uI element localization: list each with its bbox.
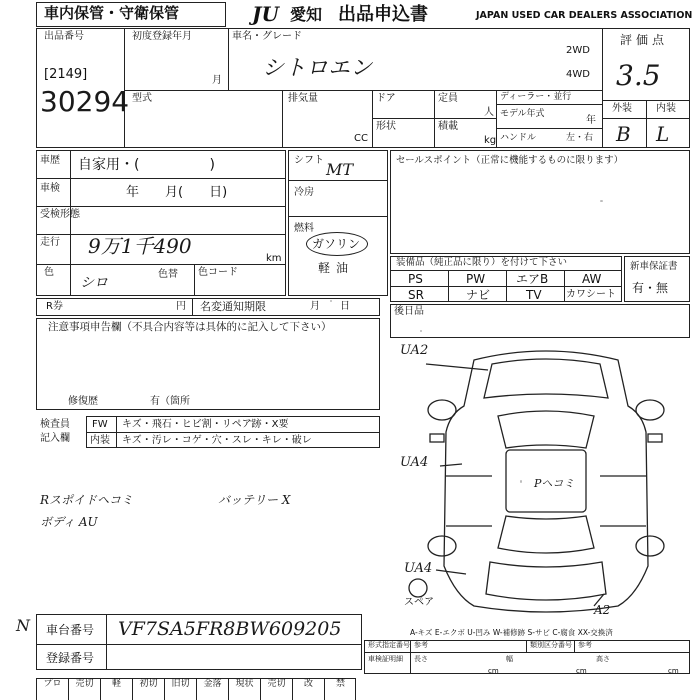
insp-row2-body: キズ・汚レ・コゲ・穴・スレ・キレ・破レ	[122, 435, 312, 446]
equip-seat: カワシート	[566, 289, 616, 300]
month-day: 月 日	[310, 301, 350, 312]
score-label: 評価点	[620, 33, 669, 47]
chassis-label: 車台番号	[46, 623, 95, 637]
accept-label: 受検形態	[40, 209, 80, 220]
length-unit: cm	[488, 667, 499, 675]
door-label: ドア	[376, 93, 396, 104]
dealer-label: ディーラー・並行	[500, 92, 572, 102]
lot-small: [2149]	[44, 67, 88, 82]
roof-mark: Pヘコミ	[534, 477, 575, 490]
color-label: 色	[44, 267, 54, 278]
notes-label: 注意事項申告欄（不具合内容等は具体的に記入して下さい）	[48, 321, 332, 333]
car-name-value: シトロエン	[262, 56, 373, 81]
color-change-label: 色替	[158, 269, 178, 280]
footer-cell: 売切	[260, 678, 292, 700]
insp-row2-head: 内装	[90, 435, 110, 446]
shift-value: MT	[326, 160, 354, 179]
mileage-label: 走行	[40, 237, 60, 248]
equip-navi: ナビ	[466, 288, 491, 302]
ext-value: B	[616, 122, 631, 146]
inspector-label: 検査員	[40, 419, 70, 430]
ac-label: 冷房	[294, 187, 314, 198]
footer-cell: プロ	[36, 678, 68, 700]
footer-cell: 改	[292, 678, 324, 700]
cc-unit: CC	[354, 133, 368, 144]
int-value: L	[656, 122, 670, 146]
handle-label: ハンドル	[500, 133, 537, 143]
first-reg-label: 初度登録年月	[132, 31, 192, 42]
spec-ref: 参考	[414, 641, 428, 649]
repair-value: 有（箇所	[150, 396, 190, 407]
mileage-value: 9万1千490	[88, 234, 192, 258]
dims-label: 車検証明細	[368, 655, 403, 663]
a2-low-mark: A2	[594, 603, 611, 617]
footer-cell: 禁	[324, 678, 356, 700]
yen-unit: 円	[176, 301, 186, 312]
top-grid	[36, 28, 690, 148]
inspection-label: 車検	[40, 183, 60, 194]
insp-row1-head: FW	[92, 419, 108, 430]
km-unit: km	[266, 253, 282, 264]
color-value: シロ	[80, 275, 108, 291]
history-label: 車歴	[40, 155, 60, 166]
model-label: 型式	[132, 93, 152, 104]
equip-tv: TV	[526, 288, 542, 302]
repair-label: 修復歴	[68, 396, 98, 407]
r-label: R券	[46, 301, 63, 312]
kg-unit: kg	[484, 135, 497, 146]
note-1: Rスポイドヘコミ	[40, 493, 134, 507]
int-label: 内装	[656, 103, 676, 114]
sales-point-label: セールスポイント（正常に機能するものに限ります）	[396, 155, 624, 166]
note-2: ボディ AU	[40, 515, 98, 529]
new-car-value: 有・無	[632, 281, 669, 295]
first-reg-month: 月	[212, 75, 222, 86]
damage-legend: A-キズ E-エクボ U-凹み W-補修跡 S-サビ C-腐食 XX-交換済	[410, 628, 613, 637]
ju-logo: JU	[252, 2, 279, 26]
capacity-label: 定員	[438, 93, 458, 104]
ua4-mid-mark: UA4	[400, 455, 429, 470]
org-name: JAPAN USED CAR DEALERS ASSOCIATION	[476, 10, 693, 21]
drive-2wd: 2WD	[566, 45, 590, 56]
height-unit: cm	[668, 667, 679, 675]
footer-cell: 軽	[100, 678, 132, 700]
class-label: 類別区分番号	[530, 641, 572, 649]
shape-label: 形状	[376, 121, 396, 132]
footer-cell: 現状	[228, 678, 260, 700]
year-unit: 年	[586, 115, 596, 126]
storage-label: 車内保管・守衛保管	[44, 4, 180, 22]
width-label: 幅	[506, 655, 513, 663]
chassis-value: VF7SA5FR8BW609205	[118, 618, 342, 640]
color-code-label: 色コード	[198, 267, 238, 278]
footer-cell: 金落	[196, 678, 228, 700]
width-unit: cm	[576, 667, 587, 675]
fuel-gasoline: ガソリン	[312, 237, 361, 251]
displacement-label: 排気量	[288, 93, 318, 104]
side-mark: N	[16, 616, 30, 635]
inspection-value: 年 月( 日)	[126, 185, 228, 200]
later-box	[390, 304, 690, 338]
ext-label: 外装	[612, 103, 632, 114]
later-label: 後日品	[394, 306, 424, 317]
persons-unit: 人	[484, 107, 494, 118]
fuel-diesel: 軽油	[318, 261, 355, 275]
equip-ps: PS	[408, 272, 423, 286]
model-year-label: モデル年式	[500, 109, 545, 119]
reg-label: 登録番号	[46, 651, 95, 665]
note-3: バッテリー X	[218, 493, 291, 507]
load-label: 積載	[438, 121, 458, 132]
footer-cell: 初切	[132, 678, 164, 700]
fuel-label: 燃料	[294, 223, 314, 234]
car-name-label: 車名・グレード	[232, 31, 302, 42]
footer-cell: 旧切	[164, 678, 196, 700]
spec-label: 形式指定番号	[368, 641, 410, 649]
class-ref: 参考	[578, 641, 592, 649]
equip-airbag: エアB	[516, 272, 549, 286]
handle-lr: 左・右	[566, 133, 594, 143]
form-title: 出品申込書	[338, 4, 428, 25]
history-value: 自家用・( )	[78, 157, 215, 173]
entry-label: 記入欄	[40, 433, 70, 444]
equip-aw: AW	[582, 272, 602, 286]
ua2-top-mark: UA2	[400, 343, 429, 358]
height-label: 高さ	[596, 655, 610, 663]
spare-label: スペア	[404, 597, 434, 608]
ua4-low-mark: UA4	[404, 561, 433, 576]
score-value: 3.5	[616, 59, 661, 92]
equip-sr: SR	[408, 288, 424, 302]
insp-row1-body: キズ・飛石・ヒビ割・リペア跡・X要	[122, 419, 289, 430]
lot-number: 30294	[40, 85, 130, 118]
equipment-label: 装備品（純正品に限り）を付けて下さい	[396, 257, 568, 268]
length-label: 長さ	[414, 655, 428, 663]
shift-label: シフト	[294, 155, 324, 166]
new-car-label: 新車保証書	[630, 261, 678, 272]
brand: 愛知	[290, 5, 323, 24]
lot-label: 出品番号	[44, 31, 84, 42]
name-change-label: 名変通知期限	[200, 300, 266, 313]
drive-4wd: 4WD	[566, 69, 590, 80]
footer-cell: 売切	[68, 678, 100, 700]
spec-grid	[364, 640, 690, 674]
equip-pw: PW	[466, 272, 486, 286]
